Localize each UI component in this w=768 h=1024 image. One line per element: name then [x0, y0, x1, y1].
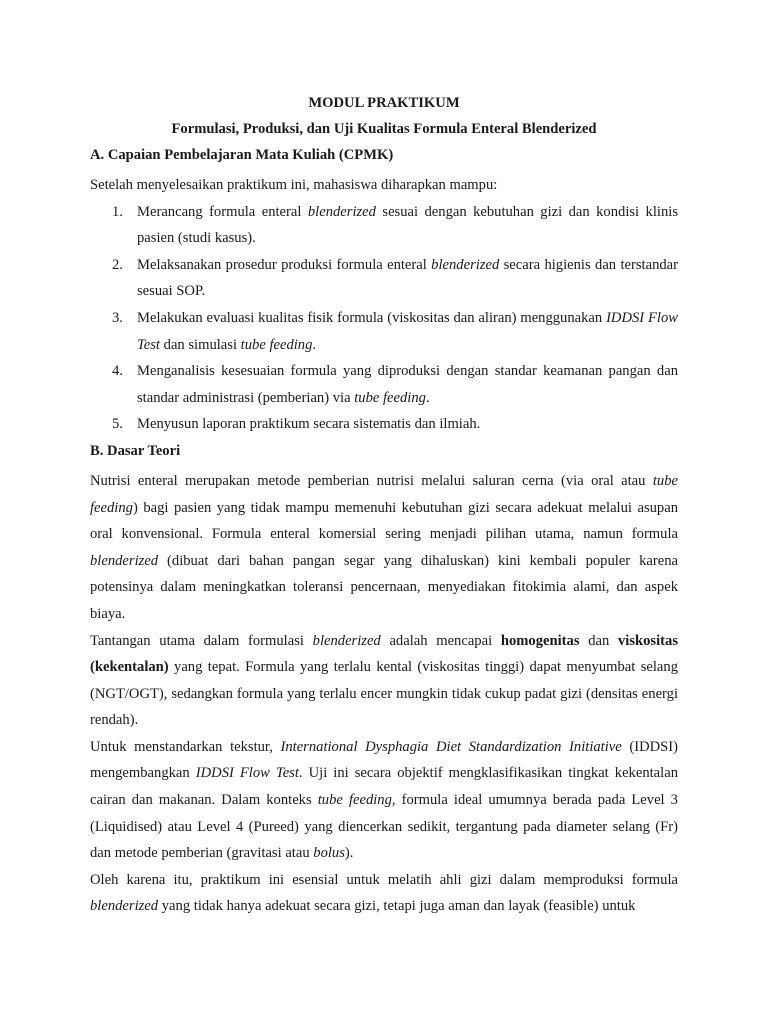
objective-number: 4.: [112, 363, 123, 380]
objective-text: [137, 199, 678, 252]
text-run: Melaksanakan prosedur produksi formula enteral: [137, 256, 432, 273]
text-run: dan simulasi: [160, 336, 241, 353]
text-run: (dibuat dari bahan pangan segar yang dihaluskan) kini kembali populer karena potensinya dalam meningkatkan toleransi pencernaan, menyediakan fitokimia alami, dan aspek biaya.: [90, 552, 678, 622]
theory-paragraph: [90, 468, 678, 628]
italic-term: bolus: [313, 845, 345, 862]
text-run: .: [425, 389, 430, 406]
objective-text: [137, 358, 678, 411]
italic-term: tube feeding: [90, 472, 678, 516]
objective-number: 2.: [112, 256, 123, 273]
theory-paragraph: [90, 734, 678, 867]
objectives-list: [90, 199, 678, 438]
objective-item: [90, 199, 678, 252]
theory-paragraph: [90, 628, 678, 734]
bold-term: homogenitas: [500, 632, 580, 649]
objective-number: 3.: [112, 309, 123, 326]
text-run: ) bagi pasien yang tidak mampu memenuhi kebutuhan gizi secara adekuat melalui asupan oral konvensional. Formula enteral komersial sering menjadi pilihan utama, namun formula: [90, 499, 678, 543]
text-run: Untuk menstandarkan tekstur,: [90, 738, 281, 755]
objective-item: [90, 358, 678, 411]
italic-term: blenderized: [312, 632, 381, 649]
section-a-heading: A. Capaian Pembelajaran Mata Kuliah (CPMK): [90, 147, 394, 163]
italic-term: International Dysphagia Diet Standardization Initiative: [280, 738, 622, 755]
text-run: Oleh karena itu, praktikum ini esensial untuk melatih ahli gizi dalam memproduksi formula: [90, 871, 678, 888]
text-run: dan: [579, 632, 618, 649]
italic-term: IDDSI Flow Test: [195, 765, 299, 782]
italic-term: blenderized: [90, 898, 159, 915]
text-run: Tantangan utama dalam formulasi: [90, 632, 313, 649]
italic-term: tube feeding: [240, 336, 313, 353]
italic-term: tube feeding: [317, 792, 392, 809]
text-run: ).: [344, 845, 354, 862]
italic-term: tube feeding: [354, 389, 426, 406]
theory-paragraph: [90, 867, 678, 920]
objective-text: [137, 252, 678, 305]
module-title: MODUL PRAKTIKUM: [308, 95, 460, 111]
text-run: Merancang formula enteral: [137, 203, 308, 220]
text-run: Melakukan evaluasi kualitas fisik formula (viskositas dan aliran) menggunakan: [137, 309, 607, 326]
text-run: yang tidak hanya adekuat secara gizi, tetapi juga aman dan layak (feasible) untuk: [158, 898, 636, 915]
module-subtitle: Formulasi, Produksi, dan Uji Kualitas Formula Enteral Blenderized: [171, 121, 597, 137]
objective-text: [137, 411, 678, 438]
text-run: adalah mencapai: [380, 632, 501, 649]
italic-term: blenderized: [307, 203, 376, 220]
objective-item: [90, 252, 678, 305]
text-run: Nutrisi enteral merupakan metode pemberian nutrisi melalui saluran cerna (via oral atau: [90, 472, 653, 489]
text-run: . Uji ini secara objektif mengklasifikasikan tingkat kekentalan cairan dan makanan. Dalam konteks: [90, 765, 678, 809]
text-run: Menyusun laporan praktikum secara sistematis dan ilmiah.: [137, 416, 481, 433]
text-run: (IDDSI) mengembangkan: [90, 738, 678, 782]
text-run: Menganalisis kesesuaian formula yang diproduksi dengan standar keamanan pangan dan standar administrasi (pemberian) via: [137, 363, 678, 406]
objective-number: 5.: [112, 416, 123, 433]
theory-body: [90, 468, 678, 920]
italic-term: IDDSI Flow Test: [137, 309, 679, 353]
bold-term: viskositas (kekentalan): [90, 632, 678, 676]
italic-term: blenderized: [90, 552, 159, 569]
italic-term: blenderized: [431, 256, 500, 273]
text-run: secara higienis dan terstandar sesuai SOP.: [137, 256, 678, 300]
text-run: yang tepat. Formula yang terlalu kental (viskositas tinggi) dapat menyumbat selang (NGT/OGT), sedangkan formula yang terlalu encer mungkin tidak cukup padat gizi (densitas energi rendah).: [90, 659, 678, 729]
objective-number: 1.: [112, 203, 123, 220]
objective-item: [90, 411, 678, 438]
section-a-intro: Setelah menyelesaikan praktikum ini, mahasiswa diharapkan mampu:: [90, 177, 498, 193]
text-run: .: [312, 336, 317, 353]
objective-text: [137, 305, 678, 358]
objective-item: [90, 305, 678, 358]
text-run: , formula ideal umumnya berada pada Level 3 (Liquidised) atau Level 4 (Pureed) yang diencerkan sedikit, tergantung pada diameter selang (Fr) dan metode pemberian (gravitasi atau: [90, 792, 678, 862]
section-b-heading: B. Dasar Teori: [90, 442, 181, 459]
text-run: sesuai dengan kebutuhan gizi dan kondisi klinis pasien (studi kasus).: [137, 203, 678, 247]
